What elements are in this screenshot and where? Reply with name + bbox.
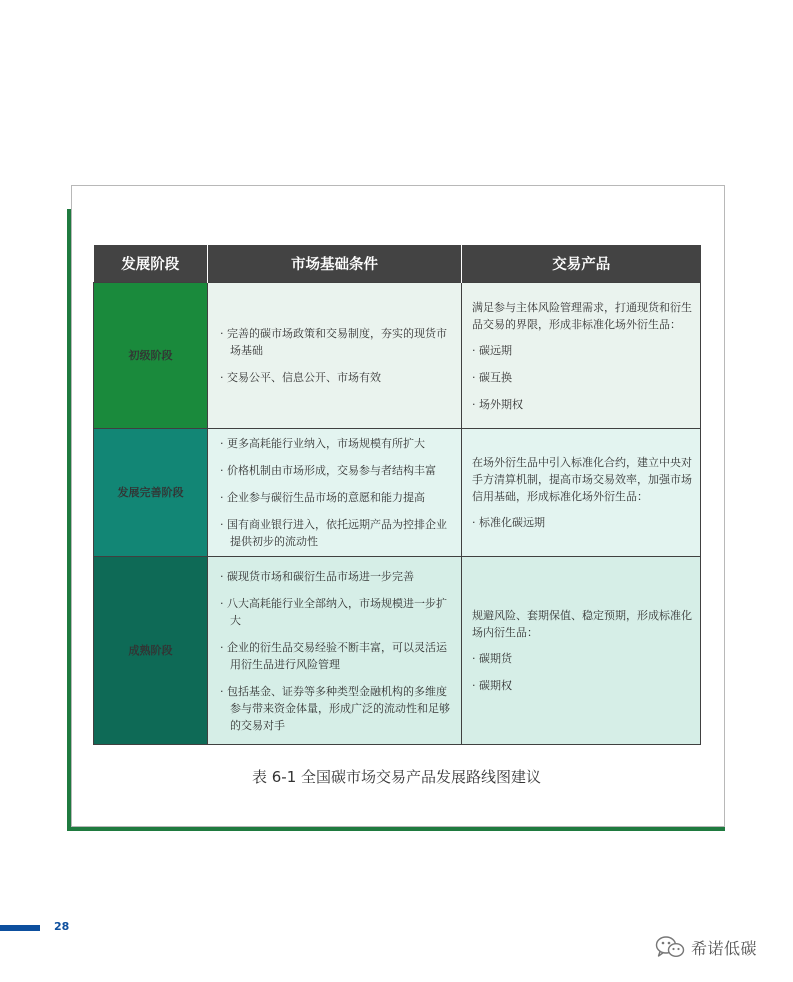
table-row [94,429,701,557]
condition-item: · 交易公平、信息公开、市场有效 [220,371,381,384]
products-intro: 规避风险、套期保值、稳定预期，形成标准化场内衍生品： [472,609,692,639]
conditions-cell [208,557,462,745]
product-item: · 碳远期 [472,343,512,357]
products-cell [462,429,701,557]
table-header-row [94,245,701,283]
product-item: · 碳期货 [472,652,512,665]
product-item: · 碳期权 [472,679,512,692]
stage-cell: 成熟阶段 [94,557,208,745]
table-row [94,283,701,429]
wechat-icon [655,935,685,959]
table-row [94,557,701,745]
conditions-cell [208,283,462,429]
products-intro: 在场外衍生品中引入标准化合约，建立中央对手方清算机制，提高市场交易效率，加强市场信用基础，形成标准化场外衍生品： [472,456,692,503]
condition-item: · 八大高耗能行业全部纳入，市场规模进一步扩大 [220,596,447,627]
condition-item: · 碳现货市场和碳衍生品市场进一步完善 [220,569,414,583]
condition-item: · 企业的衍生品交易经验不断丰富，可以灵活运用衍生品进行风险管理 [220,640,447,671]
condition-item: · 国有商业银行进入，依托远期产品为控排企业提供初步的流动性 [220,518,447,548]
condition-item: · 更多高耗能行业纳入，市场规模有所扩大 [220,437,425,450]
stage-cell: 发展完善阶段 [94,429,208,557]
table-caption: 表 6-1 全国碳市场交易产品发展路线图建议 [251,768,542,786]
page-number: 28 [54,920,70,933]
condition-item: · 价格机制由市场形成，交易参与者结构丰富 [220,464,436,477]
product-item: · 碳互换 [472,370,512,384]
roadmap-table [93,245,701,745]
products-cell [462,283,701,429]
products-intro: 满足参与主体风险管理需求，打通现货和衍生品交易的界限，形成非标准化场外衍生品： [472,300,692,331]
header-stage: 发展阶段 [94,245,208,283]
product-item: · 标准化碳远期 [472,516,545,529]
conditions-cell [208,429,462,557]
condition-item: · 完善的碳市场政策和交易制度，夯实的现货市场基础 [220,327,447,357]
condition-item: · 包括基金、证券等多种类型金融机构的多维度参与带来资金体量，形成广泛的流动性和足够的交易对手 [220,684,450,732]
watermark-logo [655,935,757,959]
product-item: · 场外期权 [472,397,523,411]
header-products: 交易产品 [462,245,701,283]
stage-cell: 初级阶段 [94,283,208,429]
header-conditions: 市场基础条件 [208,245,462,283]
products-cell [462,557,701,745]
logo-text: 希诺低碳 [691,938,758,958]
page-marker-bar [0,925,40,931]
condition-item: · 企业参与碳衍生品市场的意愿和能力提高 [220,491,425,504]
